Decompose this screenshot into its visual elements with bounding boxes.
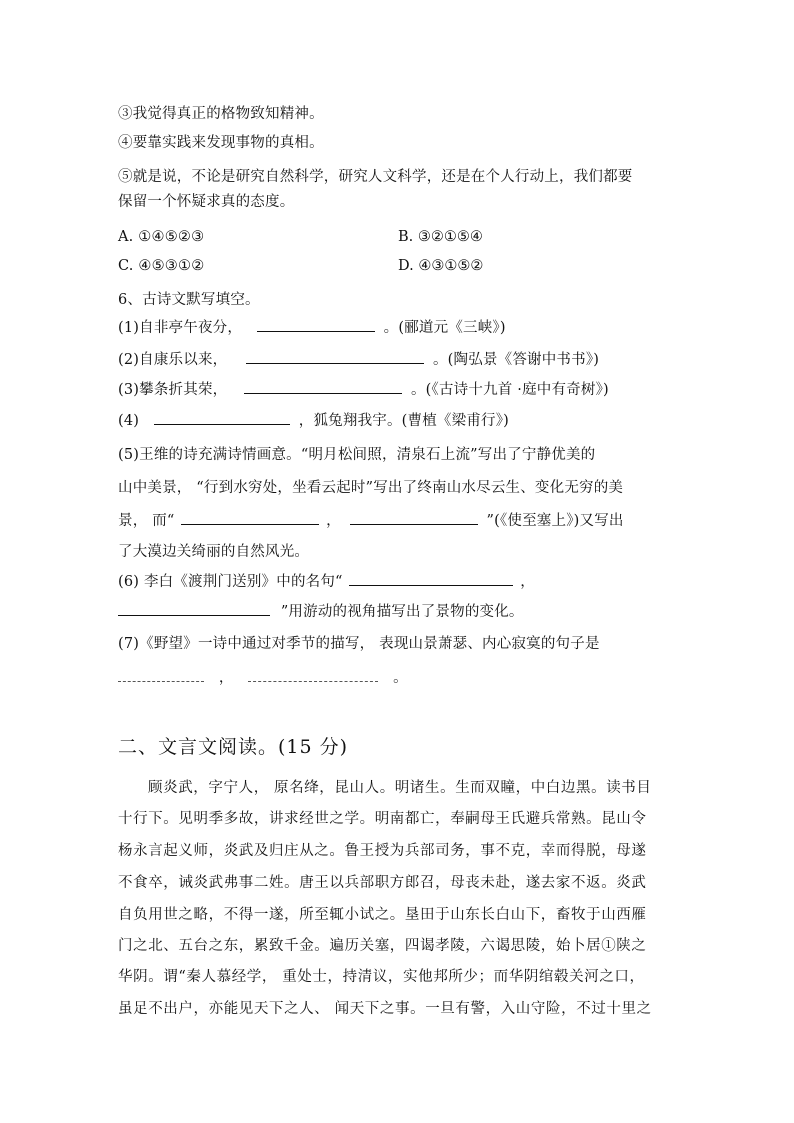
q6-4-suffix: ，狐兔翔我宇。(曹植《梁甫行》) bbox=[298, 413, 510, 429]
q6-6-line1 bbox=[118, 571, 535, 593]
q6-1-line bbox=[118, 317, 506, 339]
q6-3-suffix: 。(《古诗十九首 ·庭中有奇树》) bbox=[410, 382, 609, 398]
q6-6-blank-1[interactable] bbox=[349, 571, 513, 586]
q5-item-3: ③我觉得真正的格物致知精神。 bbox=[118, 106, 324, 122]
passage-line-1: 顾炎武，字宁人， 原名绛，昆山人。明诸生。生而双瞳，中白边黑。读书目 bbox=[148, 780, 652, 796]
q6-7-line2 bbox=[118, 667, 408, 689]
q6-7-blank-2[interactable] bbox=[248, 669, 378, 682]
q6-6-comma: ， bbox=[520, 574, 535, 590]
passage-line-8: 虽足不出户，亦能见天下之人、 闻天下之事。一旦有警，入山守险，不过十里之 bbox=[118, 1001, 652, 1017]
q6-3-line bbox=[118, 379, 609, 401]
q6-6-suffix: ”用游动的视角描写出了景物的变化。 bbox=[280, 604, 524, 620]
q6-5-line3 bbox=[118, 510, 624, 532]
q5-item-4: ④要靠实践来发现事物的真相。 bbox=[118, 135, 324, 151]
q6-7-blank-1[interactable] bbox=[118, 669, 204, 682]
q6-6-blank-2[interactable] bbox=[118, 601, 270, 616]
q6-5-blank-1[interactable] bbox=[181, 510, 319, 525]
q6-2-suffix: 。(陶弘景《答谢中书书》) bbox=[432, 352, 600, 368]
q5-item-5-line2: 保留一个怀疑求真的态度。 bbox=[118, 194, 295, 210]
q6-2-line bbox=[118, 349, 599, 371]
q6-7-comma: ， bbox=[218, 670, 234, 686]
q6-2-prefix: (2)自康乐以来， bbox=[118, 352, 228, 368]
option-d: D. ④③①⑤② bbox=[398, 258, 484, 274]
q6-1-prefix: (1)自非亭午夜分， bbox=[118, 320, 243, 336]
q6-5-line3-mid: ， bbox=[326, 513, 341, 529]
passage-line-6: 门之北、五台之东，累致千金。遍历关塞，四谒孝陵，六谒思陵，始卜居①陕之 bbox=[118, 938, 647, 954]
passage-line-5: 自负用世之略，不得一遂，所至辄小试之。垦田于山东长白山下，畜牧于山西雁 bbox=[118, 907, 647, 923]
option-c: C. ④⑤③①② bbox=[118, 258, 205, 274]
option-a: A. ①④⑤②③ bbox=[118, 229, 205, 245]
q6-2-blank[interactable] bbox=[246, 349, 424, 364]
q6-5-line3-prefix: 景， 而“ bbox=[118, 513, 175, 529]
q6-4-line bbox=[118, 410, 509, 432]
q6-7-period: 。 bbox=[393, 670, 408, 686]
q6-1-suffix: 。(郦道元《三峡》) bbox=[383, 320, 506, 336]
passage-line-4: 不食卒，诫炎武弗事二姓。唐王以兵部职方郎召，母丧未赴，遂去家不返。炎武 bbox=[118, 875, 647, 891]
q6-5-line2: 山中美景， “行到水穷处，坐看云起时”写出了终南山水尽云生、变化无穷的美 bbox=[118, 480, 624, 496]
q6-1-blank[interactable] bbox=[257, 317, 375, 332]
passage-line-3: 杨永言起义师，炎武及归庄从之。鲁王授为兵部司务，事不克，幸而得脱，母遂 bbox=[118, 843, 647, 859]
option-b: B. ③②①⑤④ bbox=[398, 229, 483, 245]
q6-title: 6、古诗文默写填空。 bbox=[118, 292, 260, 308]
passage-line-2: 十行下。见明季多故，讲求经世之学。明南都亡，奉嗣母王氏避兵常熟。昆山令 bbox=[118, 811, 647, 827]
q6-5-line1: (5)王维的诗充满诗情画意。“明月松间照，清泉石上流”写出了宁静优美的 bbox=[118, 447, 596, 463]
q6-3-prefix: (3)攀条折其荣， bbox=[118, 382, 228, 398]
q6-4-prefix: (4) bbox=[118, 413, 140, 429]
q6-5-line3-suffix: ”(《使至塞上》)又写出 bbox=[486, 513, 624, 529]
q6-5-blank-2[interactable] bbox=[350, 510, 478, 525]
passage-line-7: 华阴。谓“秦人慕经学， 重处士，持清议，实他邦所少；而华阴绾毂关河之口， bbox=[118, 969, 645, 985]
q6-7-line1: (7)《野望》一诗中通过对季节的描写， 表现山景萧瑟、内心寂寞的句子是 bbox=[118, 636, 600, 652]
q5-item-5-line1: ⑤就是说，不论是研究自然科学，研究人文科学，还是在个人行动上，我们都要 bbox=[118, 169, 633, 185]
q6-6-prefix: (6) 李白《渡荆门送别》中的名句“ bbox=[118, 574, 343, 590]
q6-3-blank[interactable] bbox=[244, 379, 402, 394]
q6-4-blank[interactable] bbox=[154, 410, 290, 425]
q6-6-line2 bbox=[118, 601, 524, 623]
q6-5-line4: 了大漠边关绮丽的自然风光。 bbox=[118, 544, 310, 560]
section-2-title: 二、文言文阅读。(15 分) bbox=[118, 736, 349, 758]
